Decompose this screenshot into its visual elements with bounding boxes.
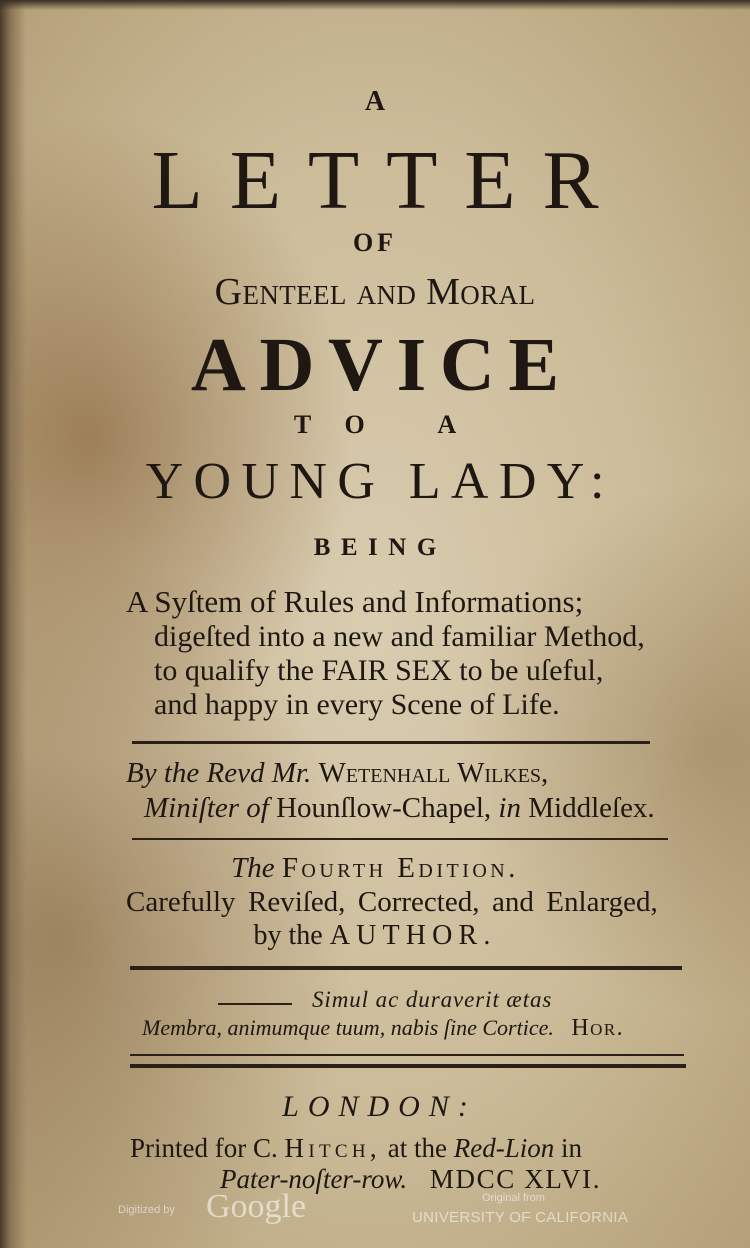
printed-for: Printed for C.	[130, 1133, 278, 1163]
epigraph-line-2	[142, 1015, 624, 1042]
edition-author: AUTHOR.	[329, 920, 497, 951]
chapel-name: Hounſlow-Chapel,	[276, 792, 492, 824]
imprint-city: LONDON:	[282, 1090, 477, 1123]
title-being: BEING	[313, 534, 447, 561]
divider-rule-4a	[130, 1054, 684, 1056]
edition-line-3	[0, 920, 750, 952]
epigraph-source: Hor.	[571, 1015, 625, 1041]
author-line-1	[126, 757, 548, 790]
imprint-year: MDCC XLVI.	[429, 1164, 602, 1194]
google-logo-watermark: Google	[206, 1188, 307, 1225]
title-a: A	[364, 86, 386, 117]
edition-line-1	[0, 852, 750, 885]
original-from-watermark: Original from	[482, 1192, 545, 1204]
divider-rule-2	[132, 838, 668, 840]
at-the: at the	[387, 1133, 447, 1163]
author-prefix: By the Revd Mr.	[126, 757, 312, 789]
subtitle-line-2: digeſted into a new and familiar Method,	[154, 620, 645, 653]
digitized-by-watermark: Digitized by	[118, 1204, 175, 1216]
university-watermark: UNIVERSITY OF CALIFORNIA	[412, 1209, 629, 1226]
edition-line-2: Carefully Reviſed, Corrected, and Enlarged,	[126, 886, 658, 918]
printer-name: Hitch,	[284, 1133, 381, 1163]
author-name: Wetenhall Wilkes,	[318, 757, 549, 789]
subtitle-line-3: to qualify the FAIR SEX to be uſeful,	[154, 654, 604, 687]
edition-the: The	[231, 852, 275, 884]
epigraph-line-1: Simul ac duraverit ætas	[312, 987, 553, 1012]
author-line-2	[144, 792, 655, 825]
divider-rule-3	[130, 966, 682, 970]
title-advice: ADVICE	[190, 323, 573, 407]
page-top-edge	[0, 0, 750, 10]
title-of: OF	[353, 228, 397, 257]
title-young-lady: YOUNG LADY:	[145, 453, 615, 510]
title-to-a: TO A	[293, 410, 490, 439]
in-word: in	[498, 792, 521, 824]
imprint-line-1	[130, 1133, 582, 1164]
county-name: Middleſex.	[528, 792, 655, 824]
imprint-street: Pater-noſter-row.	[220, 1164, 408, 1194]
shop-sign: Red-Lion	[453, 1133, 555, 1163]
imprint-in: in	[560, 1133, 582, 1163]
by-the: by the	[253, 920, 323, 951]
subtitle-line-1: A Syſtem of Rules and Informations;	[126, 584, 584, 619]
subtitle-line-4: and happy in every Scene of Life.	[154, 688, 560, 721]
edition-fourth: Fourth Edition.	[281, 852, 519, 884]
divider-rule-4b	[130, 1064, 686, 1068]
epigraph-verse: Membra, animumque tuum, nabis ſine Cortice.	[142, 1015, 554, 1040]
epigraph-dash	[218, 1003, 292, 1005]
minister-of: Miniſter of	[144, 792, 269, 824]
divider-rule-1	[132, 741, 650, 744]
title-genteel-moral: Genteel and Moral	[214, 271, 536, 313]
title-letter: LETTER	[151, 134, 626, 227]
